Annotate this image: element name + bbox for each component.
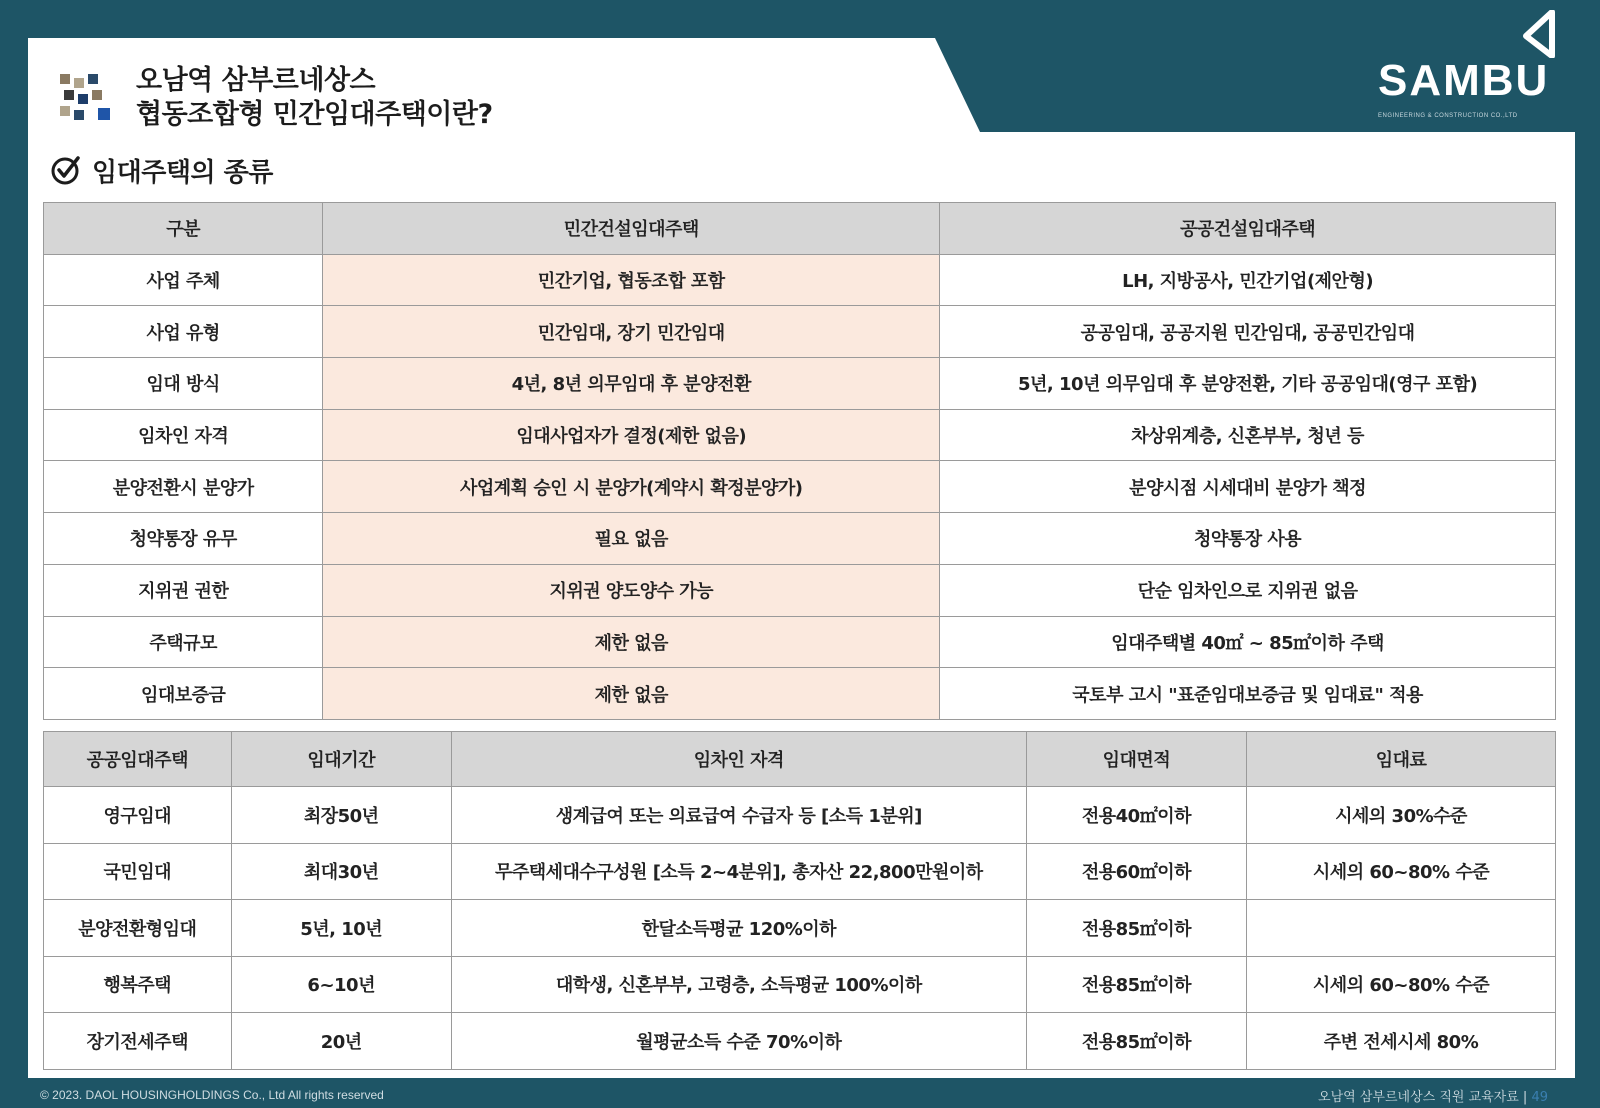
table-header-row xyxy=(44,732,1556,787)
table-cell: 임차인 자격 xyxy=(44,409,323,461)
table-row xyxy=(44,513,1556,565)
table-cell: 공공임대, 공공지원 민간임대, 공공민간임대 xyxy=(940,306,1556,358)
company-logo-mark xyxy=(60,74,116,124)
table-cell: 시세의 30%수준 xyxy=(1247,787,1556,844)
table-cell: 생계급여 또는 의료급여 수급자 등 [소득 1분위] xyxy=(451,787,1026,844)
table-cell: 필요 없음 xyxy=(323,513,940,565)
table-cell: 전용85㎡이하 xyxy=(1026,900,1246,957)
table-cell: 청약통장 사용 xyxy=(940,513,1556,565)
table-cell: 5년, 10년 xyxy=(231,900,451,957)
table-cell: 전용85㎡이하 xyxy=(1026,956,1246,1013)
header-cell: 공공임대주택 xyxy=(44,732,232,787)
table-cell: 대학생, 신혼부부, 고령층, 소득평균 100%이하 xyxy=(451,956,1026,1013)
table-cell: 행복주택 xyxy=(44,956,232,1013)
title-line-1: 오남역 삼부르네상스 xyxy=(136,65,376,96)
copyright-text: © 2023. DAOL HOUSINGHOLDINGS Co., Ltd All rights reserved xyxy=(40,1088,384,1102)
table-cell: LH, 지방공사, 민간기업(제안형) xyxy=(940,254,1556,306)
table-cell: 지위권 권한 xyxy=(44,564,323,616)
table-cell: 최대30년 xyxy=(231,843,451,900)
table-cell: 사업계획 승인 시 분양가(계약시 확정분양가) xyxy=(323,461,940,513)
header-cell: 임차인 자격 xyxy=(451,732,1026,787)
table-cell: 전용85㎡이하 xyxy=(1026,1013,1246,1070)
table-cell: 한달소득평균 120%이하 xyxy=(451,900,1026,957)
table-cell: 단순 임차인으로 지위권 없음 xyxy=(940,564,1556,616)
table-cell: 분양전환시 분양가 xyxy=(44,461,323,513)
table-cell: 임대주택별 40㎡ ~ 85㎡이하 주택 xyxy=(940,616,1556,668)
table-cell: 임대보증금 xyxy=(44,668,323,720)
table-cell: 전용40㎡이하 xyxy=(1026,787,1246,844)
brand-name: SAMBU xyxy=(1378,56,1550,105)
table-cell: 전용60㎡이하 xyxy=(1026,843,1246,900)
table-row xyxy=(44,409,1556,461)
table-cell: 분양시점 시세대비 분양가 책정 xyxy=(940,461,1556,513)
table-cell: 무주택세대수구성원 [소득 2~4분위], 총자산 22,800만원이하 xyxy=(451,843,1026,900)
table-cell: 20년 xyxy=(231,1013,451,1070)
table-row xyxy=(44,358,1556,410)
table-row xyxy=(44,616,1556,668)
header-cell: 구분 xyxy=(44,203,323,255)
table-cell: 제한 없음 xyxy=(323,616,940,668)
table-cell: 시세의 60~80% 수준 xyxy=(1247,843,1556,900)
table-cell: 주변 전세시세 80% xyxy=(1247,1013,1556,1070)
title-line-2: 협동조합형 민간임대주택이란? xyxy=(136,99,493,130)
page-number: 49 xyxy=(1531,1090,1548,1105)
rental-type-comparison-table xyxy=(43,202,1556,720)
table-row xyxy=(44,564,1556,616)
table-cell: 청약통장 유무 xyxy=(44,513,323,565)
footer-label xyxy=(1318,1086,1548,1105)
table-cell: 4년, 8년 의무임대 후 분양전환 xyxy=(323,358,940,410)
header-cell: 공공건설임대주택 xyxy=(940,203,1556,255)
table-row xyxy=(44,461,1556,513)
table-row xyxy=(44,254,1556,306)
table-cell: 국민임대 xyxy=(44,843,232,900)
table-cell: 제한 없음 xyxy=(323,668,940,720)
public-rental-housing-table xyxy=(43,731,1556,1070)
table-cell: 민간기업, 협동조합 포함 xyxy=(323,254,940,306)
table-cell: 주택규모 xyxy=(44,616,323,668)
table-row xyxy=(44,787,1556,844)
table-cell: 임대사업자가 결정(제한 없음) xyxy=(323,409,940,461)
table-cell: 시세의 60~80% 수준 xyxy=(1247,956,1556,1013)
table-row xyxy=(44,1013,1556,1070)
table-cell: 민간임대, 장기 민간임대 xyxy=(323,306,940,358)
table-row xyxy=(44,668,1556,720)
page-title xyxy=(136,64,493,132)
table-cell: 지위권 양도양수 가능 xyxy=(323,564,940,616)
table-row xyxy=(44,956,1556,1013)
header-cell: 민간건설임대주택 xyxy=(323,203,940,255)
table-cell: 차상위계층, 신혼부부, 청년 등 xyxy=(940,409,1556,461)
header-cell: 임대면적 xyxy=(1026,732,1246,787)
table-cell: 최장50년 xyxy=(231,787,451,844)
table-cell: 임대 방식 xyxy=(44,358,323,410)
check-circle-icon xyxy=(50,154,82,186)
table-cell: 영구임대 xyxy=(44,787,232,844)
header-cell: 임대료 xyxy=(1247,732,1556,787)
table-row xyxy=(44,900,1556,957)
footer-doc-label: 오남역 삼부르네상스 직원 교육자료 | xyxy=(1318,1090,1528,1105)
section-title: 임대주택의 종류 xyxy=(92,157,273,188)
table-cell: 국토부 고시 "표준임대보증금 및 임대료" 적용 xyxy=(940,668,1556,720)
brand-subtitle: ENGINEERING & CONSTRUCTION CO.,LTD xyxy=(1378,113,1518,119)
table-row xyxy=(44,306,1556,358)
sambu-logo-icon xyxy=(1522,10,1570,58)
table-cell: 분양전환형임대 xyxy=(44,900,232,957)
header-cell: 임대기간 xyxy=(231,732,451,787)
table-cell: 5년, 10년 의무임대 후 분양전환, 기타 공공임대(영구 포함) xyxy=(940,358,1556,410)
table-row xyxy=(44,843,1556,900)
table-cell: 월평균소득 수준 70%이하 xyxy=(451,1013,1026,1070)
table-cell: 6~10년 xyxy=(231,956,451,1013)
table-cell xyxy=(1247,900,1556,957)
table-cell: 장기전세주택 xyxy=(44,1013,232,1070)
table-cell: 사업 주체 xyxy=(44,254,323,306)
section-heading xyxy=(50,150,273,190)
table-header-row xyxy=(44,203,1556,255)
table-cell: 사업 유형 xyxy=(44,306,323,358)
